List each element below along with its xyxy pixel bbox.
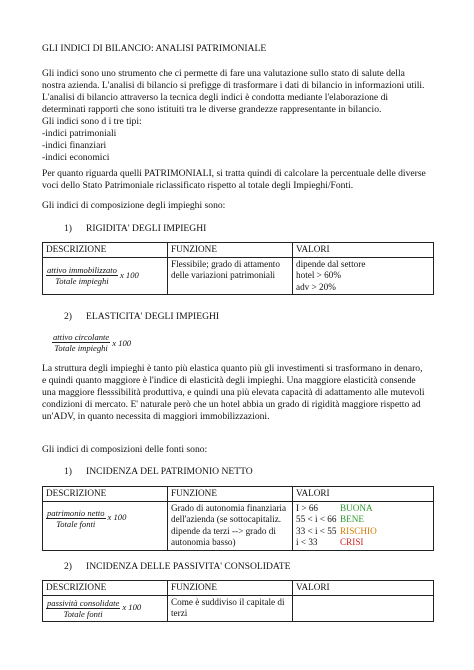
section-heading-patrimonio-netto: [64, 466, 253, 478]
formula-patrimonio-netto: [46, 508, 126, 529]
table-row: [43, 501, 434, 550]
section-title: INCIDENZA DEL PATRIMONIO NETTO: [86, 466, 253, 477]
range-value: I > 66: [296, 502, 319, 513]
valori-row: [296, 503, 430, 515]
page-title: GLI INDICI DI BILANCIO: ANALISI PATRIMONIALE: [42, 43, 267, 54]
text-line: Gli indici sono d i tre tipi:: [42, 116, 142, 127]
cell-line: dipende dal settore: [296, 258, 366, 269]
header-funzione: FUNZIONE: [168, 487, 293, 502]
formula-numerator: attivo circolante: [53, 332, 110, 342]
fonti-intro: Gli indici di composizioni delle fonti sono:: [42, 444, 208, 455]
formula-multiplier: x 100: [112, 337, 132, 348]
header-descrizione: DESCRIZIONE: [43, 487, 168, 502]
table-header-row: [43, 487, 434, 502]
section-title: ELASTICITA' DEGLI IMPIEGHI: [86, 311, 220, 322]
valori-cell: [293, 501, 434, 550]
text-line: La struttura degli impieghi è tanto più elastica quanto più gli investimenti si trasformano in denaro,: [42, 363, 423, 374]
formula-multiplier: x 100: [119, 270, 139, 280]
funzione-cell: [168, 501, 293, 550]
formula-rigidita: [46, 265, 139, 286]
valori-row: [296, 537, 430, 549]
section-number: 2): [64, 311, 72, 322]
valori-row: [296, 526, 430, 538]
header-valori: VALORI: [293, 243, 434, 258]
formula-denominator: Totale impieghi: [55, 276, 109, 287]
section-heading-passivita-consolidate: [64, 561, 290, 573]
header-funzione: FUNZIONE: [168, 581, 293, 596]
formula-numerator: attivo immobilizzato: [47, 265, 117, 276]
funzione-cell: [168, 595, 293, 621]
formula-passivita: [46, 598, 141, 619]
table-header-row: [43, 581, 434, 596]
cell-line: dipende da terzi --> grado di: [171, 525, 276, 536]
valori-cell: [293, 257, 434, 295]
text-line: voci dello Stato Patrimoniale riclassificato rispetto al totale degli Impieghi/Fonti.: [42, 180, 354, 191]
table-row: [43, 257, 434, 295]
section-number: 2): [64, 561, 72, 572]
formula-elasticita: [52, 332, 131, 353]
status-label-crisi: CRISI: [340, 537, 364, 547]
list-item: -indici patrimoniali: [42, 128, 117, 139]
text-line: determinati rapporti che sono istituiti tra le diverse grandezze rappresentante in bilancio.: [42, 104, 382, 115]
table-row: [43, 595, 434, 621]
cell-line: dell'azienda (se sottocapitaliz.: [171, 514, 282, 524]
formula-denominator: Totale fonti: [56, 518, 96, 529]
text-line: Gli indici sono uno strumento che ci permette di fare una valutazione sullo stato di salute della: [42, 68, 405, 79]
section-title: RIGIDITA' DEGLI IMPIEGHI: [86, 223, 207, 234]
list-item: -indici finanziari: [42, 140, 107, 151]
header-valori: VALORI: [293, 581, 434, 596]
impieghi-intro: Gli indici di composizione degli impieghi sono:: [42, 200, 226, 211]
text-line: una maggiore flesssibilità produttiva, e quindi una più elevata capacità di adattamento alle mutevoli: [42, 387, 425, 398]
valori-row: [296, 514, 430, 526]
status-label-bene: BENE: [340, 514, 364, 524]
cell-line: hotel > 60%: [296, 270, 341, 280]
text-line: un'ADV, in quanto necessita di maggiori immobilizzazioni.: [42, 411, 270, 422]
formula-cell: [43, 595, 168, 621]
text-line: condizioni di mercato. E' naturale però che un hotel abbia un grado di rigidità maggiore rispetto ad: [42, 399, 421, 410]
formula-numerator: passività consolidate: [47, 597, 120, 608]
header-descrizione: DESCRIZIONE: [43, 581, 168, 596]
cell-line: adv > 20%: [296, 281, 336, 292]
section-number: 1): [64, 223, 72, 234]
text-line: e quindi quanto maggiore è l'indice di elasticità degli impieghi. Una maggiore elasticità consende: [42, 375, 416, 386]
formula-multiplier: x 100: [122, 602, 142, 613]
range-value: 33 < i < 55: [296, 525, 337, 536]
table-header-row: [43, 243, 434, 258]
rigidita-table: [42, 242, 434, 295]
header-valori: VALORI: [293, 487, 434, 502]
formula-cell: [43, 257, 168, 295]
section-heading-rigidita: [64, 223, 206, 235]
formula-denominator: Totale impieghi: [54, 343, 108, 353]
section-title: INCIDENZA DELLE PASSIVITA' CONSOLIDATE: [86, 561, 291, 572]
formula-cell: [43, 501, 168, 550]
passivita-table: [42, 580, 434, 622]
range-value: 55 < i < 66: [296, 514, 337, 524]
valori-cell: [293, 595, 434, 621]
funzione-cell: [168, 257, 293, 295]
text-line: Per quanto riguarda quelli PATRIMONIALI, si tratta quindi di calcolare la percentuale delle diverse: [42, 168, 426, 179]
cell-line: delle variazioni patrimoniali: [171, 270, 276, 280]
formula-denominator: Totale fonti: [63, 608, 103, 619]
cell-line: Grado di autonomia finanziaria: [171, 502, 287, 513]
section-number: 1): [64, 466, 72, 477]
list-item: -indici economici: [42, 152, 110, 163]
cell-line: autonomia basso): [171, 537, 236, 547]
text-line: L'analisi di bilancio attraverso la tecnica degli indici è condotta mediante l'elaborazione di: [42, 92, 389, 103]
cell-line: terzi: [171, 608, 188, 618]
text-line: nostra azienda. L'analisi di bilancio si prefigge di trasformare i dati di bilancio in informazioni utili.: [42, 80, 425, 91]
patrimonio-netto-table: [42, 486, 434, 551]
cell-line: Flessibile; grado di attamento: [171, 258, 280, 269]
formula-numerator: patrimonio netto: [47, 507, 105, 518]
range-value: i < 33: [296, 537, 318, 547]
formula-multiplier: x 100: [107, 512, 127, 523]
status-label-buona: BUONA: [340, 502, 373, 513]
status-label-rischio: RISCHIO: [340, 525, 377, 536]
header-funzione: FUNZIONE: [168, 243, 293, 258]
section-heading-elasticita: [64, 311, 219, 323]
header-descrizione: DESCRIZIONE: [43, 243, 168, 258]
cell-line: Come è suddiviso il capitale di: [171, 596, 285, 607]
